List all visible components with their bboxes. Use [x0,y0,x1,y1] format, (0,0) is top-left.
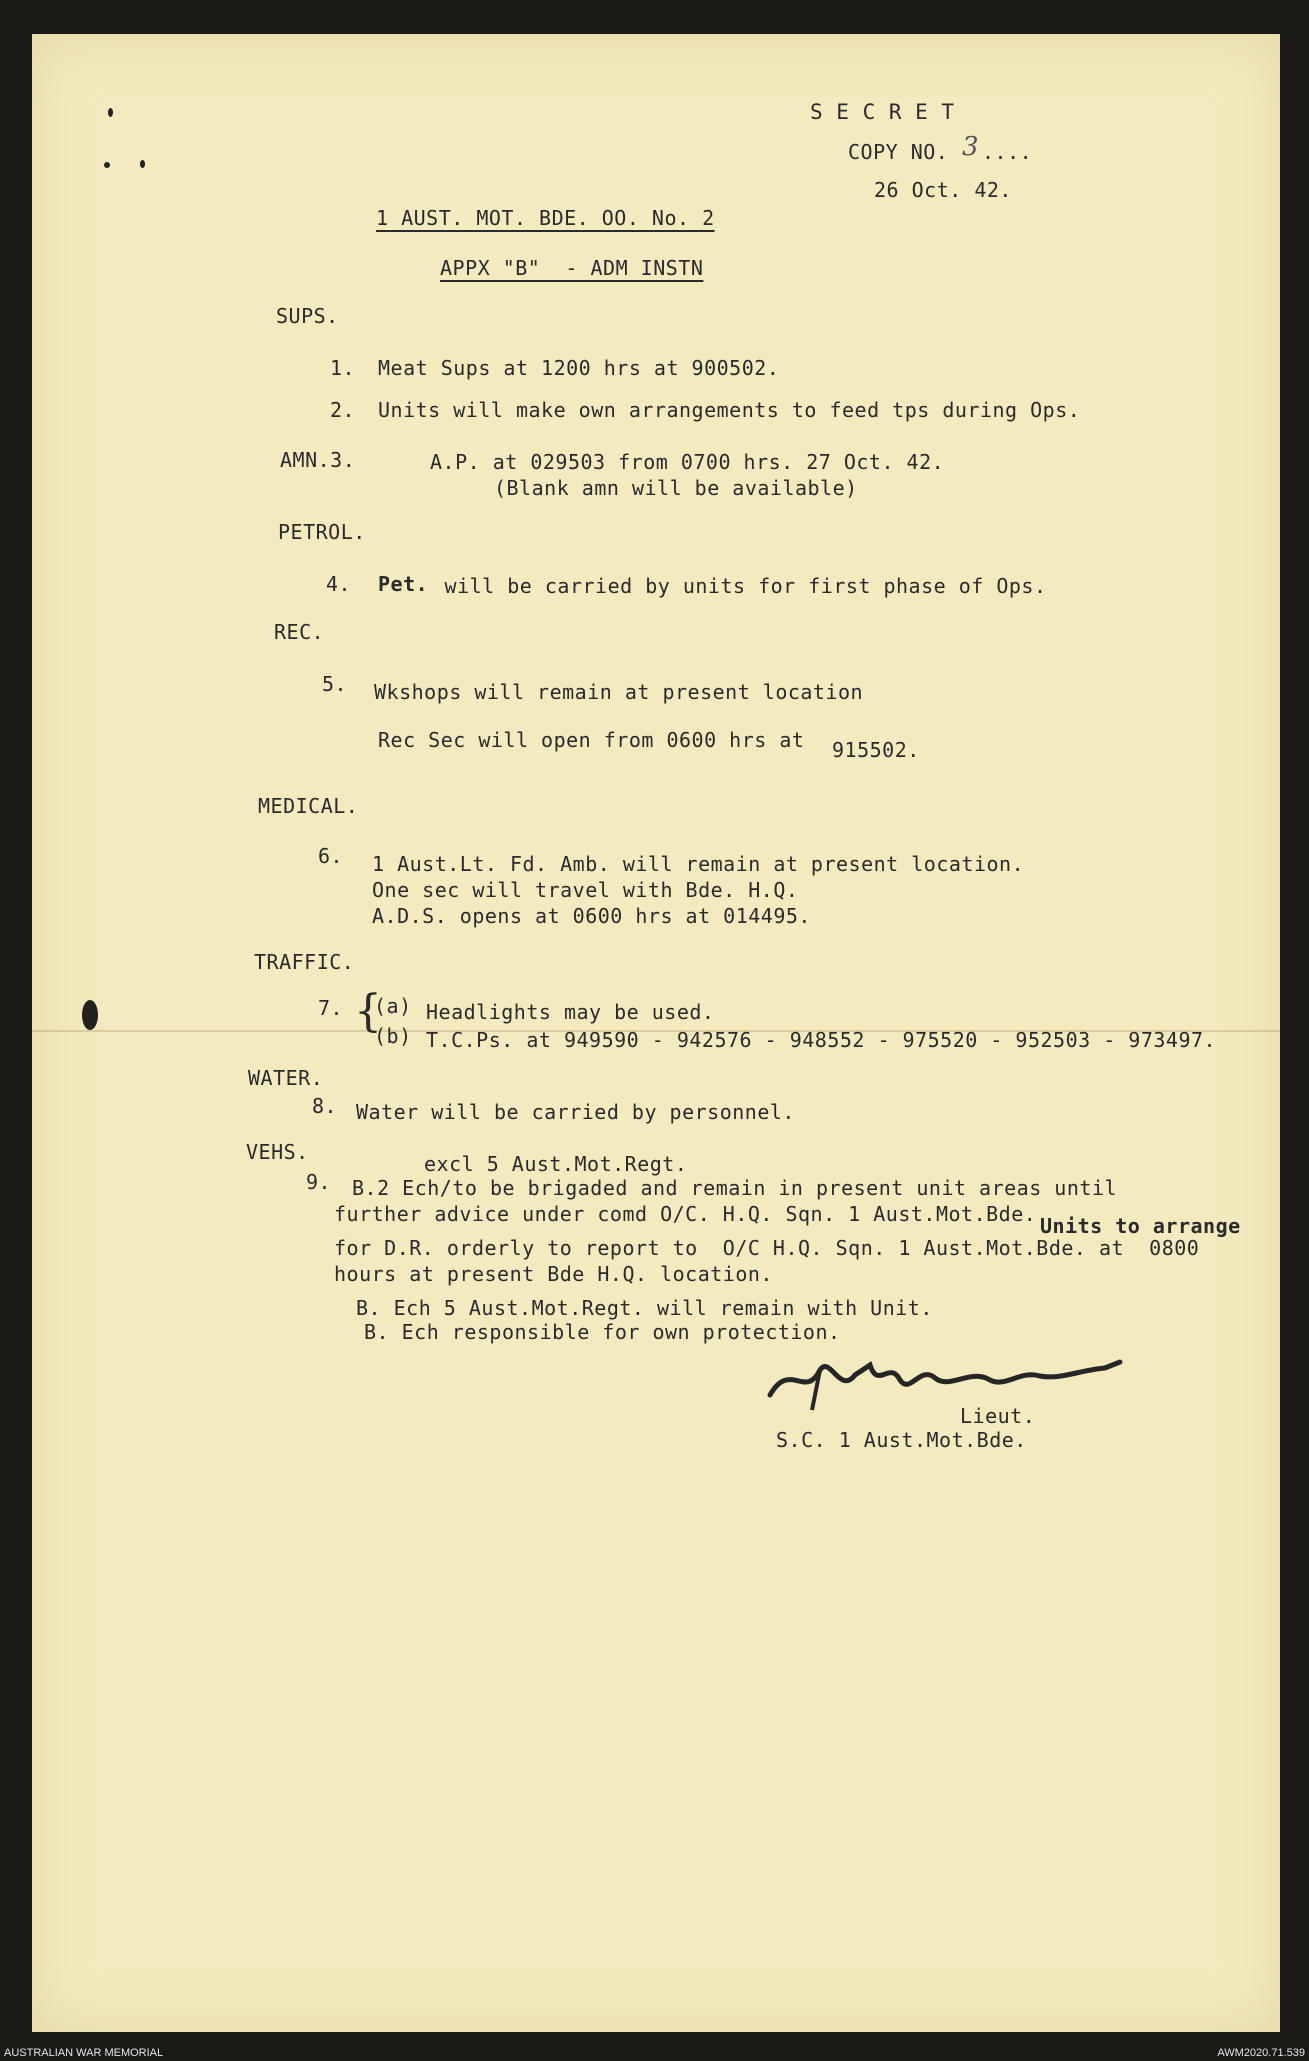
section-heading-water: WATER. [248,1066,324,1090]
para-4-text: will be carried by units for first phase of Ops. [432,574,1047,598]
section-heading-vehs: VEHS. [246,1140,309,1164]
para-9-insertion: excl 5 Aust.Mot.Regt. [424,1152,688,1176]
damage-mark [104,162,110,168]
para-3-note: (Blank amn will be available) [494,476,858,500]
copy-number-dots: .... [982,140,1033,164]
sub-item-label: (b) [374,1024,412,1048]
para-number: 1. [330,356,356,380]
para-9-text-3: for D.R. orderly to report to O/C H.Q. Sqn. 1 Aust.Mot.Bde. at 0800 [334,1236,1200,1260]
para-3-text: A.P. at 029503 from 0700 hrs. 27 Oct. 42. [430,450,945,474]
damage-mark [140,160,145,168]
para-2-text: Units will make own arrangements to feed tps during Ops. [378,398,1081,422]
signatory-appointment: S.C. 1 Aust.Mot.Bde. [776,1428,1027,1452]
section-heading-rec: REC. [274,620,325,644]
para-number: 2. [330,398,356,422]
signatory-rank: Lieut. [960,1404,1036,1428]
para-8-text: Water will be carried by personnel. [356,1100,795,1124]
brace-symbol: { [354,986,382,1037]
section-heading-petrol: PETROL. [278,520,366,544]
handwritten-signature [760,1340,1130,1420]
sub-item-label: (a) [374,994,412,1018]
section-heading-medical: MEDICAL. [258,794,359,818]
para-6-text-3: A.D.S. opens at 0600 hrs at 014495. [372,904,811,928]
para-number: 8. [312,1094,338,1118]
damage-mark [82,1000,98,1030]
para-9-bold-text: Units to arrange [1040,1214,1241,1238]
para-9-text-1: B.2 Ech/to be brigaded and remain in present unit areas until [352,1176,1118,1200]
footer-accession-number: AWM2020.71.539 [1217,2047,1305,2059]
para-6-text: 1 Aust.Lt. Fd. Amb. will remain at present location. [372,852,1025,876]
copy-number-label: COPY NO. [848,140,949,164]
section-heading-traffic: TRAFFIC. [254,950,355,974]
para-number: 6. [318,844,344,868]
para-7b-text: T.C.Ps. at 949590 - 942576 - 948552 - 975520 - 952503 - 973497. [426,1028,1217,1052]
copy-number-handwritten: 3 [962,132,979,162]
para-6-text-2: One sec will travel with Bde. H.Q. [372,878,799,902]
para-5-text-2: Rec Sec will open from 0600 hrs at [378,728,805,752]
document-date: 26 Oct. 42. [874,178,1012,202]
para-9-text-6: B. Ech responsible for own protection. [364,1320,841,1344]
para-number: 4. [326,572,352,596]
para-9-text-5: B. Ech 5 Aust.Mot.Regt. will remain with Unit. [356,1296,933,1320]
section-heading-sups: SUPS. [276,304,339,328]
para-5-text: Wkshops will remain at present location [374,680,864,704]
para-1-text: Meat Sups at 1200 hrs at 900502. [378,356,780,380]
section-heading-amn: AMN.3. [280,448,356,472]
para-5-grid-ref: 915502. [832,738,920,762]
para-4-bold-term: Pet. [378,572,429,596]
para-number: 9. [306,1170,332,1194]
appendix-title: APPX "B" - ADM INSTN [440,256,704,280]
order-title: 1 AUST. MOT. BDE. OO. No. 2 [376,206,715,230]
classification-heading: S E C R E T [810,100,955,124]
footer-archive-name: AUSTRALIAN WAR MEMORIAL [4,2047,164,2059]
para-9-text-4: hours at present Bde H.Q. location. [334,1262,773,1286]
para-7a-text: Headlights may be used. [426,1000,715,1024]
para-9-text-2: further advice under comd O/C. H.Q. Sqn. 1 Aust.Mot.Bde. [334,1202,1037,1226]
para-number: 5. [322,672,348,696]
para-number: 7. [318,996,344,1020]
damage-mark [108,108,113,117]
